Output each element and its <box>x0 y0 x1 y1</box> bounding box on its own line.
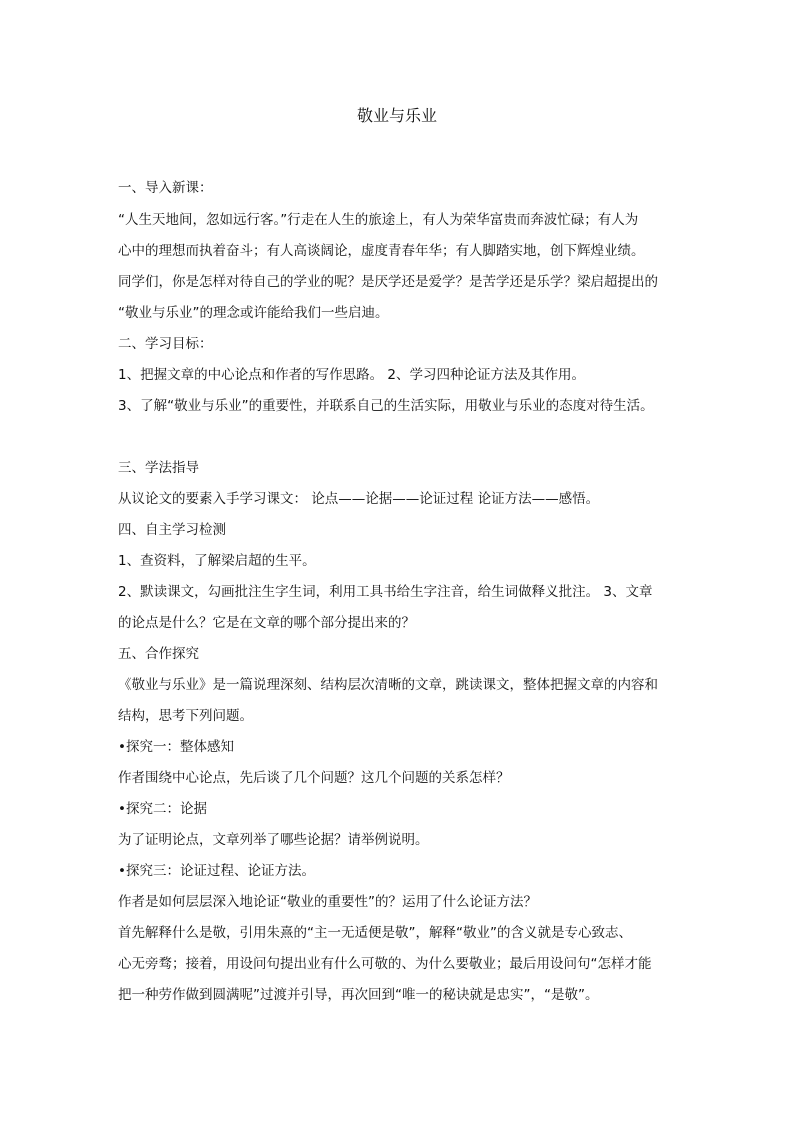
section-heading-self-study: 四、自主学习检测 <box>118 522 226 538</box>
paragraph-line: 作者是如何层层深入地论证“敬业的重要性”的？运用了什么论证方法？ <box>118 894 537 910</box>
bullet-item-explore-1: •探究一：整体感知 <box>118 739 234 755</box>
section-heading-method: 三、学法指导 <box>118 460 199 476</box>
bullet-item-explore-2: •探究二：论据 <box>118 801 207 817</box>
paragraph-line: 心中的理想而执着奋斗；有人高谈阔论，虚度青春年华；有人脚踏实地，创下辉煌业绩。 <box>118 243 645 259</box>
paragraph-line: 心无旁骛；接着，用设问句提出业有什么可敬的、为什么要敬业；最后用设问句“怎样才能 <box>118 956 652 972</box>
document-title: 敬业与乐业 <box>356 106 437 125</box>
paragraph-line: 结构，思考下列问题。 <box>118 708 253 724</box>
paragraph-line: “人生天地间，忽如远行客。”行走在人生的旅途上，有人为荣华富贵而奔波忙碌；有人为 <box>118 212 639 228</box>
paragraph-line: 2、默读课文，勾画批注生字生词，利用工具书给生字注音，给生词做释义批注。 3、文章 <box>118 584 653 600</box>
paragraph-line: 作者围绕中心论点，先后谈了几个问题？这几个问题的关系怎样？ <box>118 770 510 786</box>
paragraph-line: “敬业与乐业”的理念或许能给我们一些启迪。 <box>118 305 389 321</box>
paragraph-line: 《敬业与乐业》是一篇说理深刻、结构层次清晰的文章，跳读课文，整体把握文章的内容和 <box>118 677 658 693</box>
section-heading-objectives: 二、学习目标： <box>118 336 213 352</box>
paragraph-line: 3、了解“敬业与乐业”的重要性，并联系自己的生活实际，用敬业与乐业的态度对待生活。 <box>118 398 654 414</box>
paragraph-line: 的论点是什么？它是在文章的哪个部分提出来的？ <box>118 615 415 631</box>
paragraph-line: 1、把握文章的中心论点和作者的写作思路。 2、学习四种论证方法及其作用。 <box>118 367 585 383</box>
paragraph-line: 为了证明论点，文章列举了哪些论据？请举例说明。 <box>118 832 429 848</box>
section-heading-intro: 一、导入新课： <box>118 180 213 196</box>
paragraph-line: 首先解释什么是敬，引用朱熹的“主一无适便是敬”，解释“敬业”的含义就是专心致志、 <box>118 925 632 941</box>
bullet-item-explore-3: •探究三：论证过程、论证方法。 <box>118 863 315 879</box>
section-heading-cooperation: 五、合作探究 <box>118 646 199 662</box>
paragraph-line: 从议论文的要素入手学习课文： 论点——论据——论证过程 论证方法——感悟。 <box>118 491 600 507</box>
paragraph-line: 把一种劳作做到圆满呢”过渡并引导，再次回到“唯一的秘诀就是忠实”，“是敬”。 <box>118 987 599 1003</box>
paragraph-line: 同学们，你是怎样对待自己的学业的呢？是厌学还是爱学？是苦学还是乐学？梁启超提出的 <box>118 274 658 290</box>
paragraph-line: 1、查资料，了解梁启超的生平。 <box>118 553 316 569</box>
